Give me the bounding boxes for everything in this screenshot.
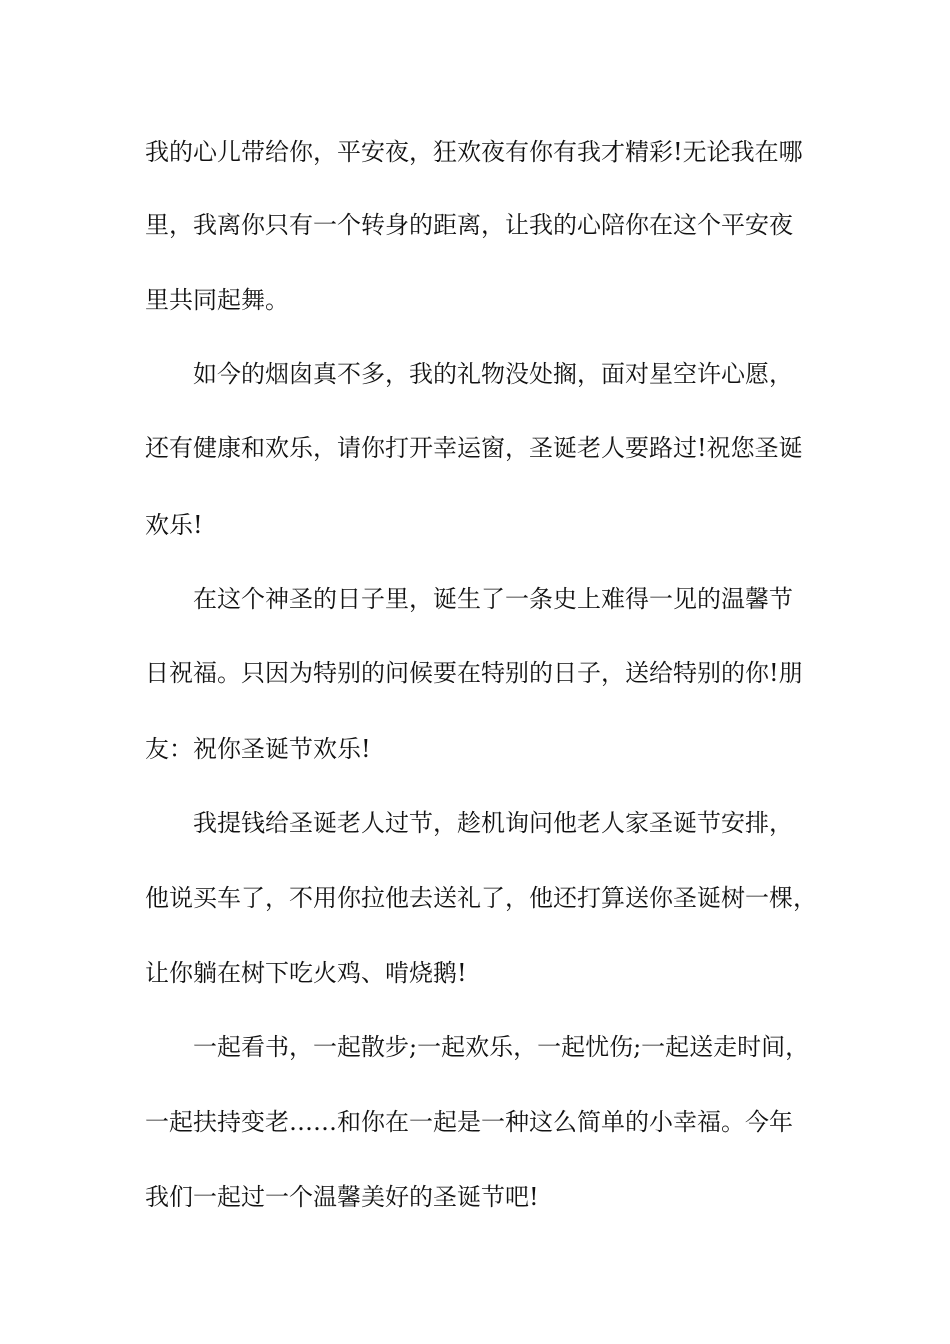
paragraph-2-line-3: 欢乐! xyxy=(145,511,203,539)
paragraph-1-line-1: 我的心儿带给你，平安夜，狂欢夜有你有我才精彩!无论我在哪 xyxy=(145,138,803,166)
paragraph-3-line-2: 日祝福。只因为特别的问候要在特别的日子，送给特别的你!朋 xyxy=(145,659,803,687)
paragraph-4-line-2: 他说买车了，不用你拉他去送礼了，他还打算送你圣诞树一棵， xyxy=(145,884,817,912)
paragraph-2-line-1: 如今的烟囱真不多，我的礼物没处搁，面对星空许心愿， xyxy=(193,360,793,388)
paragraph-3-line-1: 在这个神圣的日子里，诞生了一条史上难得一见的温馨节 xyxy=(193,585,793,613)
paragraph-4-line-3: 让你躺在树下吃火鸡、啃烧鹅! xyxy=(145,959,467,987)
paragraph-3-line-3: 友：祝你圣诞节欢乐! xyxy=(145,735,371,763)
paragraph-1-line-3: 里共同起舞。 xyxy=(145,286,289,314)
paragraph-1-line-2: 里，我离你只有一个转身的距离，让我的心陪你在这个平安夜 xyxy=(145,211,793,239)
paragraph-5-line-1: 一起看书，一起散步;一起欢乐，一起忧伤;一起送走时间， xyxy=(193,1033,810,1061)
paragraph-4-line-1: 我提钱给圣诞老人过节，趁机询问他老人家圣诞节安排， xyxy=(193,809,793,837)
paragraph-2-line-2: 还有健康和欢乐，请你打开幸运窗，圣诞老人要路过!祝您圣诞 xyxy=(145,434,803,462)
paragraph-5-line-2: 一起扶持变老……和你在一起是一种这么简单的小幸福。今年 xyxy=(145,1108,793,1136)
paragraph-5-line-3: 我们一起过一个温馨美好的圣诞节吧! xyxy=(145,1183,539,1211)
